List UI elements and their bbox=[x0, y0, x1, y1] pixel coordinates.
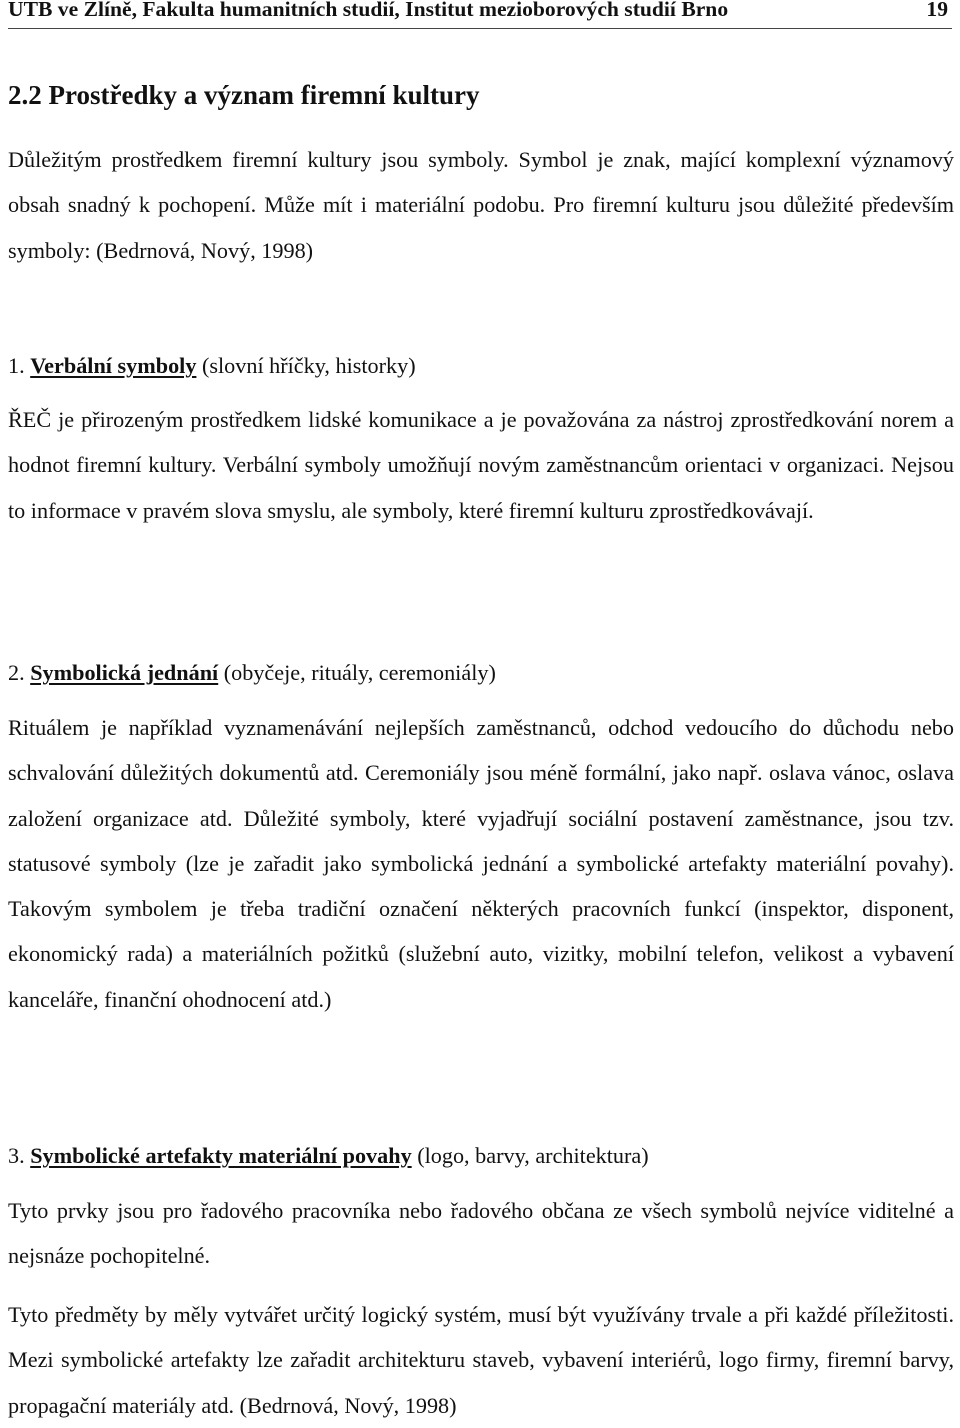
item-paragraph: Rituálem je například vyznamenávání nejlepších zaměstnanců, odchod vedoucího do důchodu nebo schvalování důležitých dokumentů atd. Ceremoniály jsou méně formální, jako např. oslava vánoc, oslava založení organizace atd. Důležité symboly, které vyjadřují sociální postavení zaměstnance, jsou tzv. statusové symboly (lze je zařadit jako symbolická jednání a symbolické artefakty materiální povahy). Takovým symbolem je třeba tradiční označení některých pracovních funkcí (inspektor, disponent, ekonomický rada) a materiálních požitků (služební auto, vizitky, mobilní telefon, velikost a vybavení kanceláře, finanční ohodnocení atd.) bbox=[8, 715, 954, 1012]
item-term: Verbální symboly bbox=[30, 353, 197, 378]
item-term: Symbolická jednání bbox=[30, 660, 219, 685]
item-paragraph: Tyto prvky jsou pro řadového pracovníka nebo řadového občana ze všech symbolů nejvíce viditelné a nejsnáze pochopitelné. bbox=[8, 1198, 954, 1269]
page-header bbox=[8, 0, 952, 29]
item-note: (slovní hříčky, historky) bbox=[201, 353, 416, 378]
item-term: Symbolické artefakty materiální povahy bbox=[30, 1143, 412, 1168]
item-heading-verbal-symbols bbox=[8, 343, 416, 388]
page-number: 19 bbox=[926, 0, 948, 21]
item-paragraph: ŘEČ je přirozeným prostředkem lidské komunikace a je považována za nástroj zprostředkování norem a hodnot firemní kultury. Verbální symboly umožňují novým zaměstnancům orientaci v organizaci. Nejsou to informace v pravém slova smyslu, ale symboly, které firemní kulturu zprostředkovávají. bbox=[8, 407, 954, 523]
header-institution: UTB ve Zlíně, Fakulta humanitních studií, Institut mezioborových studií Brno bbox=[8, 0, 729, 21]
intro-paragraph: Důležitým prostředkem firemní kultury jsou symboly. Symbol je znak, mající komplexní významový obsah snadný k pochopení. Může mít i materiální podobu. Pro firemní kulturu jsou důležité především symboly: (Bedrnová, Nový, 1998) bbox=[8, 147, 954, 263]
item-note: (logo, barvy, architektura) bbox=[417, 1143, 649, 1168]
section-title: 2.2 Prostředky a význam firemní kultury bbox=[8, 80, 480, 110]
item-heading-symbolic-actions bbox=[8, 650, 496, 695]
item-number: 3. bbox=[8, 1143, 25, 1168]
item-heading-material-artifacts bbox=[8, 1133, 649, 1178]
item-number: 2. bbox=[8, 660, 25, 685]
item-note: (obyčeje, rituály, ceremoniály) bbox=[223, 660, 496, 685]
item-number: 1. bbox=[8, 353, 25, 378]
item-paragraph: Tyto předměty by měly vytvářet určitý logický systém, musí být využívány trvale a při každé příležitosti. Mezi symbolické artefakty lze zařadit architekturu staveb, vybavení interiérů, logo firmy, firemní barvy, propagační materiály atd. (Bedrnová, Nový, 1998) bbox=[8, 1302, 954, 1418]
